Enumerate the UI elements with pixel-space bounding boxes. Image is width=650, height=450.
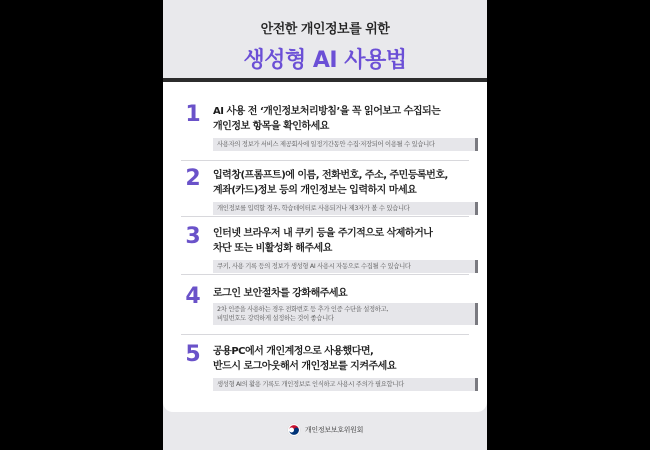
item-heading-line1: 로그인 보안절차를 강화해주세요 <box>213 288 348 299</box>
item-heading-line1: 인터넷 브라우저 내 쿠키 등을 주기적으로 삭제하거나 <box>213 228 433 239</box>
item-heading-line2: 개인정보 항목을 확인하세요 <box>213 121 329 132</box>
item-heading-line2: 반드시 로그아웃해서 개인정보를 지켜주세요 <box>213 361 396 372</box>
footer <box>163 420 487 440</box>
item-note <box>213 138 478 151</box>
item-number: 5 <box>185 342 201 367</box>
item-heading-line1: AI 사용 전 ‘개인정보처리방침’을 꼭 읽어보고 수집되는 <box>213 106 441 117</box>
item-note <box>213 260 478 273</box>
divider <box>181 334 469 335</box>
poster <box>163 0 487 450</box>
item-number: 3 <box>185 224 201 249</box>
item-note-line1: 사용자의 정보가 서비스 제공회사에 일정기간동안 수집·저장되어 이용될 수 있습니다 <box>217 141 435 148</box>
divider <box>181 160 469 161</box>
item-note-line1: 생성형 AI의 활용 기록도 개인정보로 인식하고 사용시 주의가 필요합니다 <box>217 381 404 388</box>
divider <box>181 274 469 275</box>
item-note-line1: 개인정보를 입력할 경우, 학습데이터로 사용되거나 제3자가 볼 수 있습니다 <box>217 205 410 212</box>
item-note-line1: 쿠키, 사용 기록 등의 정보가 생성형 AI 사용시 자동으로 수집될 수 있습니다 <box>217 263 411 270</box>
guide-card <box>163 82 487 412</box>
poster-header <box>163 18 487 74</box>
item-number: 1 <box>185 102 201 127</box>
item-note <box>213 303 478 325</box>
item-heading-line1: 입력창(프롬프트)에 이름, 전화번호, 주소, 주민등록번호, <box>213 170 448 181</box>
organization-name: 개인정보보호위원회 <box>304 426 364 434</box>
item-note-line2: 비밀번호도 강력하게 설정하는 것이 좋습니다 <box>217 315 334 322</box>
item-heading-line2: 차단 또는 비활성화 해주세요 <box>213 243 332 254</box>
item-note <box>213 378 478 391</box>
item-heading-line2: 계좌(카드)정보 등의 개인정보는 입력하지 마세요 <box>213 185 417 196</box>
poster-title: 생성형 AI 사용법 <box>243 48 407 73</box>
item-number: 4 <box>185 284 201 309</box>
government-emblem-icon <box>287 423 301 437</box>
item-heading-line1: 공용PC에서 개인계정으로 사용했다면, <box>213 346 374 357</box>
poster-subtitle: 안전한 개인정보를 위한 <box>260 22 390 37</box>
item-note <box>213 202 478 215</box>
item-number: 2 <box>185 166 201 191</box>
divider <box>181 216 469 217</box>
item-note-line1: 2차 인증을 사용하는 경우 전화번호 등 추가 인증 수단을 설정하고, <box>217 306 389 313</box>
